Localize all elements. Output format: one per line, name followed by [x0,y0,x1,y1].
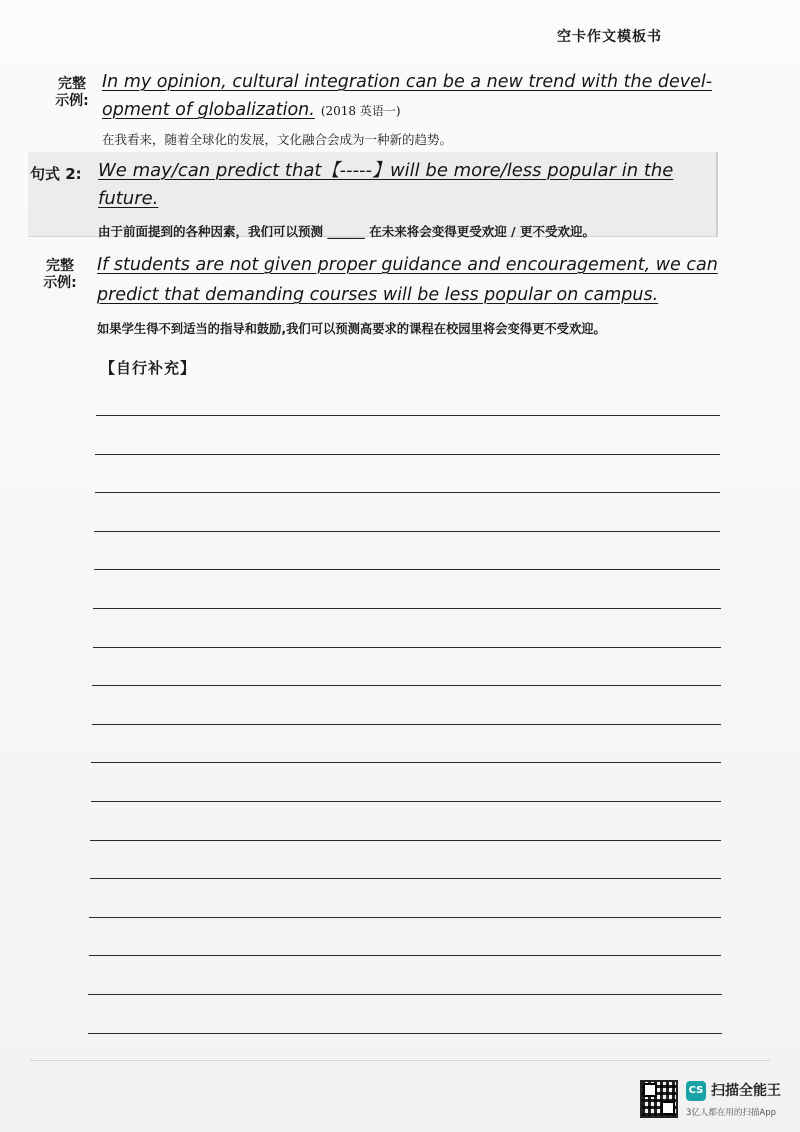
writing-line [93,608,721,609]
writing-line [95,492,720,493]
pattern2-label: 句式 2: [30,165,82,183]
page-header-title: 空卡作文模板书 [557,29,662,45]
writing-line [89,917,721,918]
supplement-heading: 【自行补充】 [100,359,197,377]
camscanner-logo-icon: CS [686,1081,706,1101]
writing-line [90,878,721,879]
example1-label: 完整 示例: [55,76,89,109]
example2-label: 完整 示例: [43,258,77,291]
example1-english-line2: opment of globalization. [102,100,315,120]
pattern2-english-line1: We may/can predict that【-----】will be more/less popular in the [98,160,674,181]
example1-english-line1: In my opinion, cultural integration can be a new trend with the devel- [102,72,713,92]
writing-line [91,801,721,802]
pattern2-chinese: 由于前面提到的各种因素，我们可以预测 ______ 在未来将会变得更受欢迎 / 更不受欢迎。 [98,224,595,239]
example1-english [102,68,722,125]
brand-name: 扫描全能王 [711,1083,781,1099]
writing-line [94,569,720,570]
example2-english-line1: If students are not given proper guidance and encouragement, we can [97,255,718,275]
writing-line [92,685,721,686]
writing-line [89,955,721,956]
writing-line [88,994,722,995]
pattern2-english [98,157,718,213]
example2-english-line2: predict that demanding courses will be less popular on campus. [97,285,659,305]
example2-chinese: 如果学生得不到适当的指导和鼓励,我们可以预测高要求的课程在校园里将会变得更不受欢迎。 [97,322,606,336]
brand-tagline: 3亿人都在用的扫描App [686,1108,777,1118]
example1-chinese: 在我看来，随着全球化的发展，文化融合会成为一种新的趋势。 [102,132,453,147]
example1-source: (2018 英语一) [320,104,401,118]
qr-code-icon [640,1080,678,1118]
pattern2-english-line2: future. [98,188,159,209]
example2-english [97,250,722,310]
writing-line [94,531,720,532]
writing-line [91,762,721,763]
writing-line [96,415,720,416]
writing-line [92,724,721,725]
writing-line [90,840,721,841]
writing-line [93,647,721,648]
writing-line [88,1033,722,1034]
writing-line [95,454,720,455]
footer-divider [30,1060,770,1061]
